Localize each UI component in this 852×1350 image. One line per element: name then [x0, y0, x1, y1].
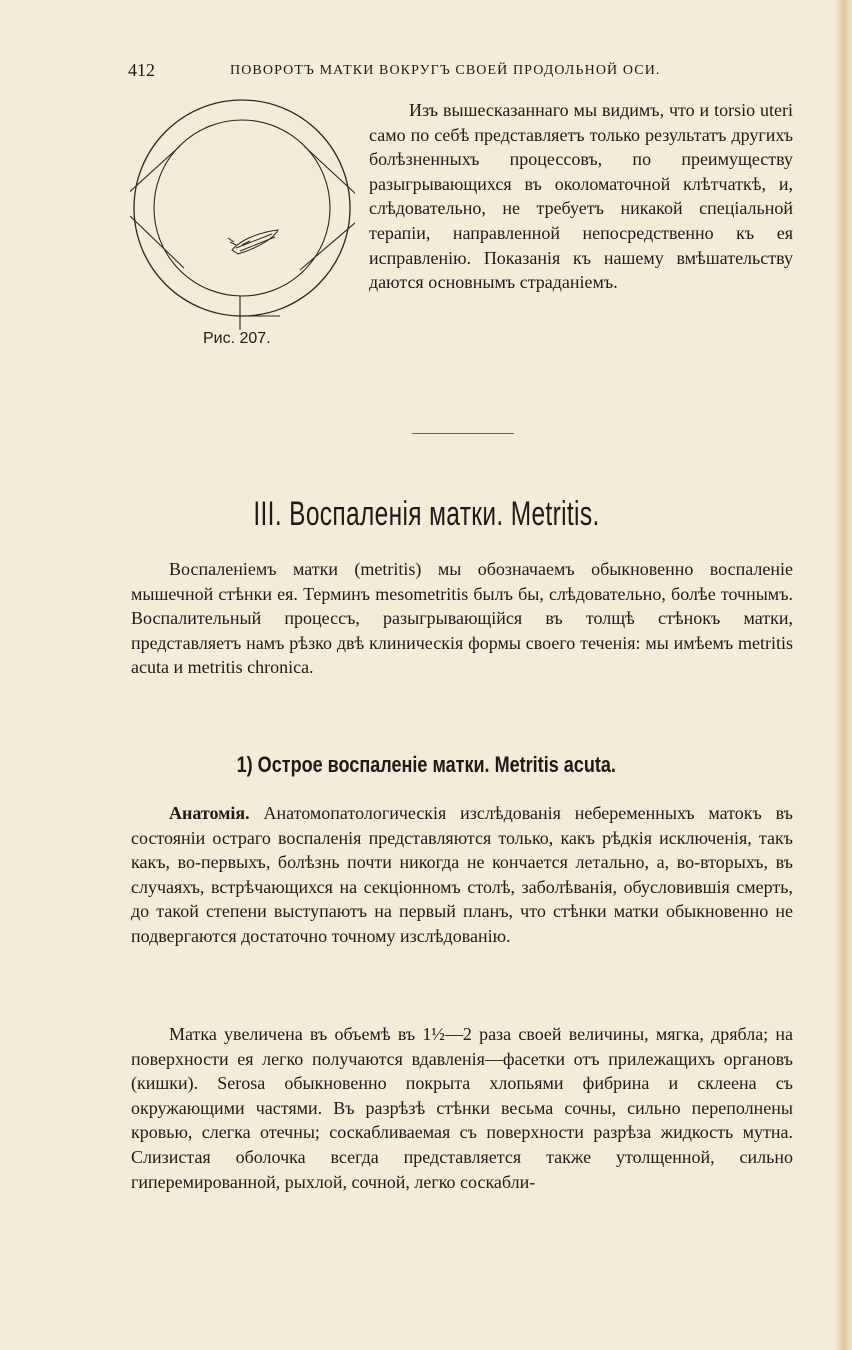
figure-caption: Рис. 207. [203, 330, 271, 347]
subsection-title [0, 752, 852, 778]
running-title: ПОВОРОТЪ МАТКИ ВОКРУГЪ СВОЕЙ ПРОДОЛЬНОЙ ОСИ. [230, 63, 661, 78]
pathology-paragraph: Матка увеличена въ объемѣ въ 1½—2 раза своей величины, мягка, дрябла; на поверхности ея легко получаются вдавленія—фасетки отъ прилежащихъ органовъ (кишки). Serosa обыкновенно покрыта хлопьями фибрина и склеена съ окружающими частями. Въ разрѣзѣ стѣнки весьма сочны, сильно переполнены кровью, слегка отечны; соскабливаемая съ поверхности разрѣза жидкость мутна. Слизистая оболочка всегда представляется также утолщенной, сильно гиперемированной, рыхлой, сочной, легко соскабли- [131, 1024, 793, 1192]
page-edge [836, 0, 852, 1350]
page-number: 412 [128, 60, 155, 80]
section-title-text: III. Воспаленія матки. Metritis. [252, 495, 600, 533]
figure-207 [130, 98, 355, 358]
divider-rule [412, 433, 514, 434]
section-title [0, 495, 852, 534]
uterus-rotation-diagram [130, 98, 355, 330]
intro-paragraph: Изъ вышесказаннаго мы видимъ, что и torsio uteri само по себѣ представляетъ только результатъ другихъ болѣзненныхъ процессовъ, по преимуществу разыгрывающихся въ околоматочной клѣтчаткѣ, и, слѣдовательно, не требуетъ никакой спеціальной терапіи, направленной непосредственно къ ея исправленію. Показанія къ нашему вмѣшательству даются основнымъ страданіемъ. [369, 100, 793, 293]
anatomy-lead-word: Анатомія. [169, 803, 250, 823]
section-paragraph: Воспаленіемъ матки (metritis) мы обозначаемъ обыкновенно воспаленіе мышечной стѣнки ея. Терминъ mesometritis былъ бы, слѣдовательно, болѣе точнымъ. Воспалительный процессъ, разыгрывающійся въ толщѣ стѣнокъ матки, представляетъ намъ рѣзко двѣ клиническія формы своего теченія: мы имѣемъ metritis acuta и metritis chronica. [131, 559, 793, 678]
anatomy-paragraph [131, 801, 793, 949]
anatomy-text: Анатомопатологическія изслѣдованія небеременныхъ матокъ въ состояніи остраго воспаленія представляются только, какъ рѣдкія исключенія, такъ какъ, во-первыхъ, болѣзнь почти никогда не кончается летально, а, во-вторыхъ, въ случаяхъ, встрѣчающихся на секціонномъ столѣ, заболѣванія, обусловившія смерть, до такой степени выступаютъ на первый планъ, что стѣнки матки обыкновенно не подвергаются достаточно точному изслѣдованію. [131, 803, 793, 946]
subsection-title-text: 1) Острое воспаленіе матки. Metritis acuta. [236, 752, 616, 777]
running-head [128, 60, 688, 86]
